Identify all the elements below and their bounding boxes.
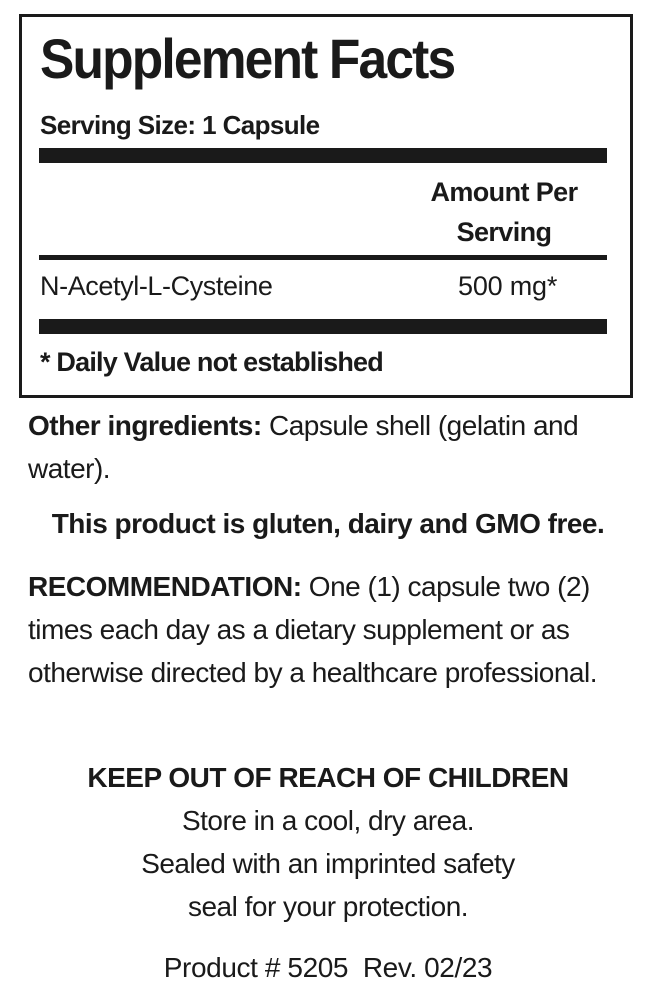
warning-line: Sealed with an imprinted safety xyxy=(141,848,515,879)
ingredient-name: N-Acetyl-L-Cysteine xyxy=(40,271,273,301)
thick-divider-bottom xyxy=(39,319,607,334)
daily-value-footnote: * Daily Value not established xyxy=(40,347,383,377)
warning-heading: KEEP OUT OF REACH OF CHILDREN xyxy=(87,762,569,793)
amount-header-line-1: Amount Per xyxy=(430,177,578,207)
supplement-facts-panel xyxy=(19,14,633,398)
other-ingredients-text: Capsule shell (gelatin and water). xyxy=(28,410,579,484)
storage-warnings xyxy=(0,756,656,928)
ingredient-amount: 500 mg* xyxy=(458,271,558,301)
divider-medium xyxy=(39,255,607,260)
recommendation xyxy=(28,565,628,694)
amount-header-line-2: Serving xyxy=(456,217,552,247)
other-ingredients xyxy=(28,404,628,490)
recommendation-text: One (1) capsule two (2) times each day as a dietary supplement or as otherwise directed by a healthcare professional. xyxy=(28,571,598,688)
allergen-statement: This product is gluten, dairy and GMO free. xyxy=(51,508,605,539)
facts-title: Supplement Facts xyxy=(40,27,455,90)
product-number-revision: Product # 5205 Rev. 02/23 xyxy=(163,952,493,983)
thick-divider-top xyxy=(39,148,607,163)
warning-line: Store in a cool, dry area. xyxy=(181,805,475,836)
amount-per-serving-header xyxy=(404,172,604,252)
recommendation-label: RECOMMENDATION: xyxy=(28,571,302,602)
other-ingredients-label: Other ingredients: xyxy=(28,410,262,441)
serving-size: Serving Size: 1 Capsule xyxy=(40,110,320,140)
warning-line: seal for your protection. xyxy=(187,891,469,922)
